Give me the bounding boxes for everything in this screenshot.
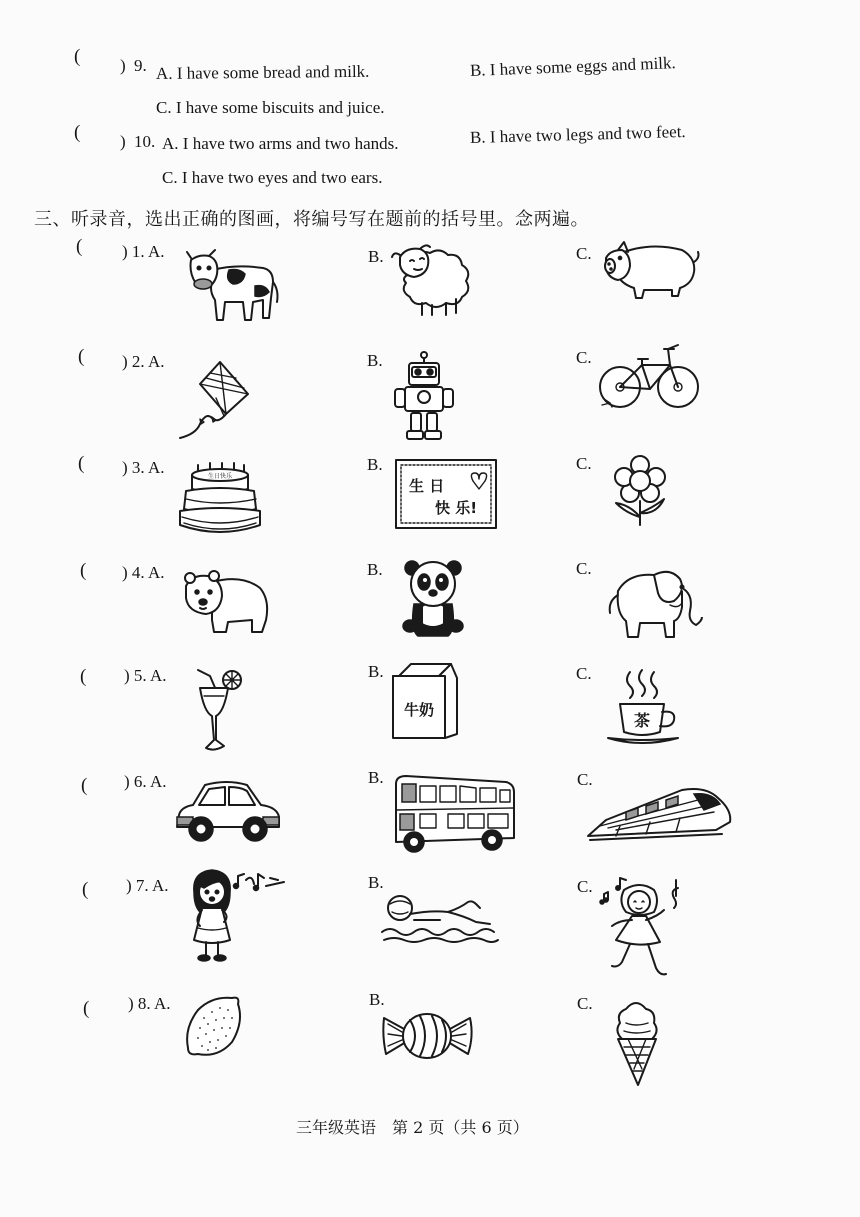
page-footer: 三年级英语 第 2 页（共 6 页） — [296, 1118, 529, 1137]
option-c-text: C. I have some biscuits and juice. — [156, 98, 385, 117]
option-c-label: C. — [576, 348, 592, 367]
option-b-label: B. — [368, 662, 384, 681]
option-b-text: B. I have two legs and two feet. — [469, 121, 686, 147]
cake-text: 生日快乐 — [207, 473, 233, 480]
option-c-text: C. I have two eyes and two ears. — [162, 168, 383, 187]
cow-icon — [185, 248, 280, 326]
question-label: ) 3. A. — [122, 458, 165, 477]
answer-paren-open: ( — [76, 236, 83, 257]
option-b-label: B. — [368, 768, 384, 787]
question-label: ) 4. A. — [122, 563, 165, 582]
swimmer-icon — [380, 894, 500, 946]
section-instruction: 三、听录音，选出正确的图画，将编号写在题前的括号里。念两遍。 — [34, 209, 589, 230]
question-label: ) 5. A. — [124, 666, 167, 685]
option-c-label: C. — [576, 244, 592, 263]
milk-carton-icon — [389, 660, 459, 740]
option-a-text: A. I have two arms and two hands. — [162, 134, 399, 153]
answer-paren-open: ( — [83, 998, 90, 1019]
option-c-label: C. — [577, 994, 593, 1013]
card-line2: 快 乐! — [435, 499, 478, 517]
option-c-label: C. — [576, 559, 592, 578]
question-number: 9. — [134, 56, 147, 75]
car-icon — [175, 777, 281, 843]
birthday-card-icon — [395, 459, 497, 529]
option-a-text: A. I have some bread and milk. — [155, 61, 370, 83]
question-label: ) 2. A. — [122, 352, 165, 371]
milk-text: 牛奶 — [403, 701, 435, 719]
tea-cup-icon — [606, 668, 680, 748]
juice-icon — [194, 668, 242, 754]
option-c-label: C. — [577, 877, 593, 896]
option-b-label: B. — [367, 351, 383, 370]
question-label: ) 6. A. — [124, 772, 167, 791]
question-number: 10. — [134, 132, 156, 151]
question-close-paren: ) — [120, 56, 126, 75]
question-label: ) 7. A. — [126, 876, 169, 895]
dancing-girl-icon — [594, 876, 686, 982]
candy-icon — [380, 1010, 474, 1062]
option-c-label: C. — [576, 664, 592, 683]
question-label: ) 1. A. — [122, 242, 165, 261]
question-close-paren: ) — [120, 132, 126, 151]
sheep-icon — [392, 243, 476, 319]
question-label: ) 8. A. — [128, 994, 171, 1013]
option-b-label: B. — [369, 990, 385, 1009]
answer-paren-open: ( — [82, 879, 89, 900]
elephant-icon — [604, 565, 706, 641]
option-b-label: B. — [368, 873, 384, 892]
train-icon — [586, 782, 734, 844]
option-c-label: C. — [576, 454, 592, 473]
option-b-label: B. — [367, 560, 383, 579]
bus-icon — [392, 774, 516, 856]
tea-text: 茶 — [633, 711, 651, 730]
bicycle-icon — [598, 341, 702, 411]
answer-paren-open: ( — [78, 453, 85, 474]
option-b-label: B. — [367, 455, 383, 474]
flower-icon — [608, 455, 674, 527]
ice-cream-icon — [612, 999, 662, 1087]
option-b-label: B. — [368, 247, 384, 266]
card-line1: 生 日 — [409, 477, 445, 495]
answer-paren-open: ( — [78, 346, 85, 367]
panda-icon — [400, 560, 466, 638]
bear-icon — [182, 570, 270, 636]
answer-paren-open: ( — [81, 775, 88, 796]
robot-icon — [393, 351, 455, 441]
cake-icon — [178, 463, 262, 539]
answer-paren-open: ( — [74, 46, 81, 67]
answer-paren-open: ( — [80, 560, 87, 581]
pig-icon — [602, 240, 698, 300]
answer-paren-open: ( — [80, 666, 87, 687]
answer-paren-open: ( — [74, 122, 81, 143]
option-c-label: C. — [577, 770, 593, 789]
kite-icon — [176, 358, 252, 443]
singing-girl-icon — [186, 866, 292, 964]
option-b-text: B. I have some eggs and milk. — [469, 53, 677, 80]
lemon-icon — [184, 994, 244, 1058]
